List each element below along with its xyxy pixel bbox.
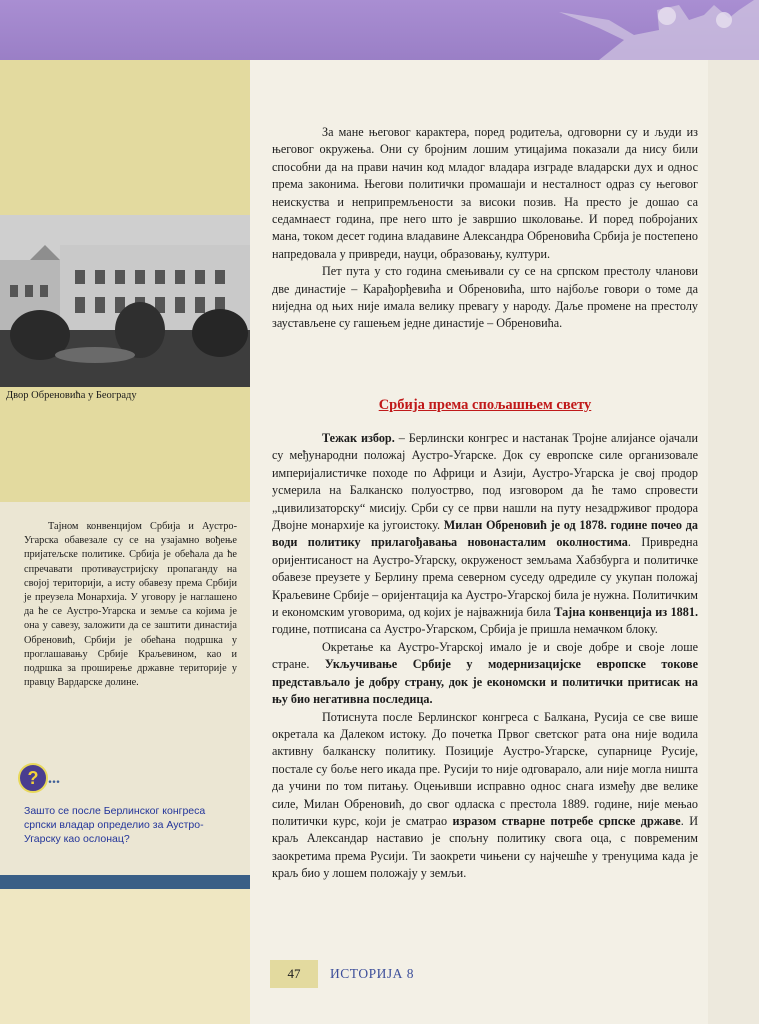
statue-illustration — [539, 0, 759, 60]
page-margin — [708, 60, 759, 1024]
palace-photo — [0, 215, 250, 387]
section-title: Србија према спољашњем свету — [378, 397, 592, 413]
main-text-top — [272, 124, 698, 333]
sidebar-bottom-panel — [0, 889, 250, 1024]
paragraph: Пет пута у сто година смењивали су се на српском престолу чланови две династије – Карађорђевића и Обреновића, што најбоље говори о томе да ниједна од њих није имала велику превагу у народу. Даље промене на престолу заустављене су гашењем једне династије – Обреновића. — [272, 264, 698, 331]
bold-term: Тежак избор. — [322, 431, 395, 445]
paragraph: Потиснута после Берлинског конгреса с Балкана, Русија се све више окретала ка Далеком истоку. До почетка Првог светског рата она није водила активну балканску политику. Позиције Аустро-Угарске, супарнице Русије, постале су боље него икада пре. Русији то није одговарало, али није могла ништа да учини по том питању. Оцењивши исправно однос снага између две велике силе, Милан Обреновић, до свог одласка с престола 1889. године, није мењао политички курс, који је сматрао изразом стварне потребе српске државе. И краљ Александар наставио је спољну политику свога оца, с повременим заокретима према Русији. Ти заокрети чињени су најчешће у тренуцима када је краљ био у лошем положају у земљи. — [272, 709, 699, 881]
paragraph: За мане његовог карактера, поред родитеља, одговорни су и људи из његовог окружења. Они су бројним лошим утицајима показали да нису били способни да на прави начин код младог владара изграде владарски дух и однос према законима. Његови политички промашаји и несталност одраз су његовог неискуства и неприпремљености за високи позив. На престо је дошао са седамнаест година, пре него што је завршио школовање. И поред побројаних мана, током десет година владавине Александра Обреновића Србија је постепено напредовала у привреди, науци, образовању, култури. — [272, 125, 698, 261]
photo-caption: Двор Обреновића у Београду — [6, 390, 137, 401]
paragraph: Окретање ка Аустро-Угарској имало је и своје добре и своје лоше стране. Укључивање Србије у модернизацијске европске токове представљало је добру страну, док је економски и политички притисак на њу био негативна последица. — [272, 639, 698, 707]
book-title: ИСТОРИЈА 8 — [330, 966, 414, 981]
divider-bar — [0, 875, 250, 889]
sidebar-text — [24, 520, 237, 690]
caption-panel — [0, 387, 250, 502]
main-text-bottom — [272, 430, 698, 883]
question-text: Зашто се после Берлинског конгреса српски владар определио за Аустро-Угарску као ослонац? — [24, 805, 206, 845]
sidebar-paragraph: Тајном конвенцијом Србија и Аустро-Угарска обавезале су се на узајамно вођење пријатељске политике. Србија је обећала да ће спречавати противаустријску пропаганду на својој територији, а исту обавезу према Србији је преузела Монархија. У уговору је наглашено да ће се Аустро-Угарска и земље са којима је она у савезу, заложити да се заштити династија Обреновић, Србији је обећана подршка у проглашавању Србије Краљевином, као и подршка за проширење државне територије у правцу Вардарске долине. — [24, 521, 237, 689]
bold-term: Тајна конвенција из 1881. — [554, 605, 698, 620]
question-icon: ? — [18, 763, 48, 793]
bold-term: Милан Обреновић је од 1878. године почео да води политику прилагођавања новонасталим околностима — [272, 518, 698, 550]
bold-term: Укључивање Србије у модернизацијске европске токове представљало је добру страну, док је економски и политички притисак на њу био негативна последица. — [272, 657, 698, 707]
question-dots: ... — [48, 770, 60, 787]
sidebar-top-panel — [0, 60, 250, 215]
bold-term: изразом стварне потребе српске државе — [452, 813, 681, 828]
page-number: 47 — [287, 966, 301, 981]
paragraph: Тежак избор. – Берлински конгрес и настанак Тројне алијансе ојачали су међународни положај Аустро-Угарске. Док су европске силе организовале империјалистичке походе по Африци и Азији, Аустро-Угарска је свој продор усмерила на Балканско полуострво, под изговором да ће тамо спровести „цивилизаторску“ мисију. Срби су се први нашли на путу незадрживог продора Двојне монархије ка југоистоку. Милан Обреновић је од 1878. године почео да води политику прилагођавања новонасталим околностима. Привредна оријентисаност на Аустро-Угарску, окруженост земљама Хабзбурга и политичке обавезе преузете у Берлину према северном суседу одредиле су укупан положај Краљевине Србије – оријентација ка Аустро-Угарској била је нужна. Политичким и економским уговорима, од којих је најважнија била Тајна конвенција из 1881. године, потписана са Аустро-Угарском, Србија је пришла немачком блоку. — [272, 431, 698, 637]
